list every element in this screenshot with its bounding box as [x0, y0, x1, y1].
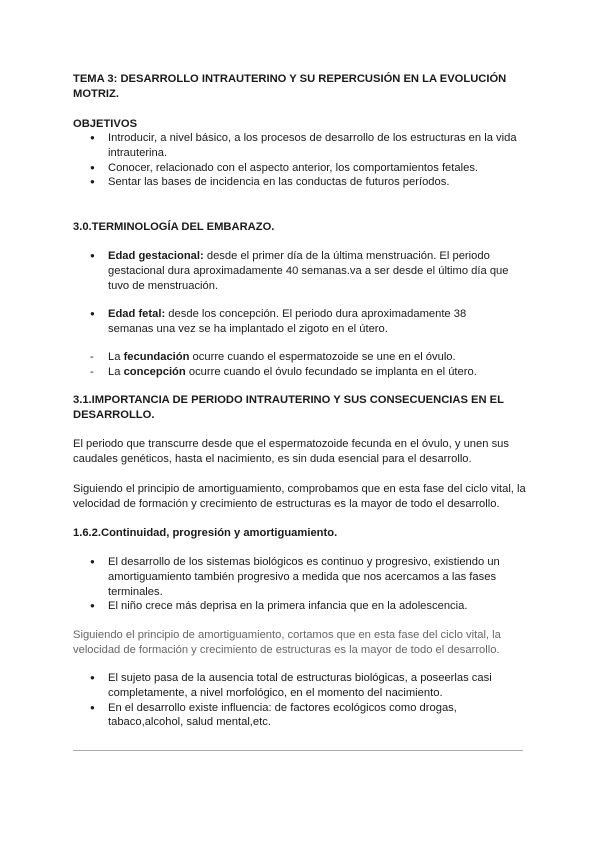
- list-item: [90, 350, 520, 365]
- definitions-dash-list: [90, 350, 520, 380]
- desarrollo-list: [90, 671, 500, 730]
- text: La: [108, 351, 124, 363]
- text: La: [108, 365, 124, 378]
- horizontal-rule: [73, 750, 523, 751]
- term-concepcion: concepción: [123, 365, 186, 378]
- document-title: TEMA 3: DESARROLLO INTRAUTERINO Y SU REPERCUSIÓN EN LA EVOLUCIÓN MOTRIZ.: [73, 73, 507, 100]
- term-edad-gestacional: Edad gestacional:: [108, 250, 204, 262]
- list-item: ● El desarrollo de los sistemas biológicos es continuo y progresivo, existiendo un amortiguamiento también progresivo a medida que nos acercamos a las fases terminales.: [90, 555, 510, 599]
- list-item: [90, 365, 520, 380]
- list-item: [90, 249, 510, 293]
- text: ocurre cuando el óvulo fecundado se implanta en el útero.: [185, 365, 477, 378]
- section-3-0-heading: 3.0.TERMINOLOGÍA DEL EMBARAZO.: [73, 221, 275, 233]
- section-1-6-2-heading: 1.6.2.Continuidad, progresión y amortiguamiento.: [73, 527, 338, 539]
- term-edad-fetal: Edad fetal:: [108, 308, 166, 320]
- grey-paragraph: Siguiendo el principio de amortiguamiento, cortamos que en esta fase del ciclo vital, la velocidad de formación y crecimiento de estructuras es la mayor de todo el desarrollo.: [73, 629, 501, 656]
- paragraph: Siguiendo el principio de amortiguamiento, comprobamos que en esta fase del ciclo vital, la velocidad de formación y crecimiento de estructuras es la mayor de todo el desarrollo.: [73, 483, 526, 510]
- edad-gestacional-list: [90, 249, 510, 293]
- paragraph: El periodo que transcurre desde que el espermatozoide fecunda en el óvulo, y unen sus caudales genéticos, hasta el nacimiento, es sin duda esencial para el desarrollo.: [73, 438, 509, 465]
- list-item: ● Conocer, relacionado con el aspecto anterior, los comportamientos fetales.: [90, 161, 520, 176]
- term-fecundacion: fecundación: [123, 351, 190, 363]
- edad-fetal-list: [90, 307, 510, 337]
- definition-text: desde los concepción. El periodo dura aproximadamente 38 semanas una vez se ha implantado el zigoto en el útero.: [108, 308, 467, 335]
- definition-text: desde el primer día de la última menstruación. El periodo gestacional dura aproximadamente 40 semanas.va a ser desde el último día que tuvo de menstruación.: [108, 250, 509, 292]
- list-item: ● Introducir, a nivel básico, a los procesos de desarrollo de los estructuras en la vida intrauterina.: [90, 131, 520, 161]
- objetivos-heading: OBJETIVOS: [73, 118, 138, 130]
- list-item: ● El niño crece más deprisa en la primera infancia que en la adolescencia.: [90, 599, 510, 614]
- text: ocurre cuando el espermatozoide se une en el óvulo.: [189, 351, 456, 363]
- objetivos-list: [90, 131, 520, 190]
- continuidad-list: [90, 555, 510, 614]
- section-3-1-heading: 3.1.IMPORTANCIA DE PERIODO INTRAUTERINO Y SUS CONSECUENCIAS EN EL DESARROLLO.: [73, 394, 504, 421]
- list-item: ● Sentar las bases de incidencia en las conductas de futuros períodos.: [90, 175, 520, 190]
- list-item: [90, 307, 510, 337]
- list-item: ● El sujeto pasa de la ausencia total de estructuras biológicas, a poseerlas casi completamente, a nivel morfológico, en el momento del nacimiento.: [90, 671, 500, 701]
- list-item: ● En el desarrollo existe influencia: de factores ecológicos como drogas, tabaco,alcohol, salud mental,etc.: [90, 701, 500, 731]
